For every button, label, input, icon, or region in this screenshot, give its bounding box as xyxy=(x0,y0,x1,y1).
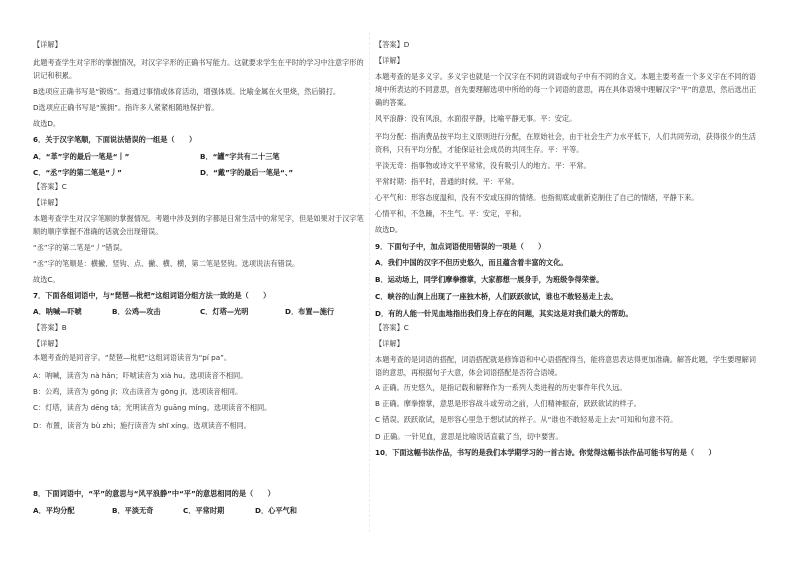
q9-detail-option-c: C 错误。跃跃欲试，是形容心里急于想试试的样子。从“谁也不敢轻易走上去”可知和句意不符。 xyxy=(375,415,678,424)
q8-detail-term: 心平气和：形容态度温和，没有不安或压抑的情绪。也指彻底或重新克制住了自己的情绪，平静下来。 xyxy=(375,193,699,202)
q7-option-c: C．灯塔—光明 xyxy=(200,307,249,316)
q7-option-b: B．公鸡—攻击 xyxy=(112,307,161,316)
q5-detail-option-d: D选项应正确书写是“簇拥”。指许多人紧紧相随地保护着。 xyxy=(33,103,219,112)
q9-option-b: B．运动场上，同学们摩拳擦掌，大家都想一展身手，为班级争得荣誉。 xyxy=(375,275,604,284)
q5-detail-text: 此题考查学生对字形的掌握情况，对汉字字形的正确书写能力。这就要求学生在平时的学习中注意字形的识记和积累。 xyxy=(33,58,364,80)
q9-option-c: C．峡谷的山涧上出现了一座独木桥，人们跃跃欲试，谁也不敢轻易走上去。 xyxy=(375,292,618,301)
q7-detail-option-b: B：公鸡，读音为 gōng jī；攻击读音为 gōng jī。选项读音相同。 xyxy=(33,387,243,396)
q8-conclusion: 故选D。 xyxy=(375,225,403,234)
q6-detail-line: “丞”字的笔顺是：横撇、竖钩、点、撇、横、横，第二笔是竖钩。选项说法有错误。 xyxy=(33,259,300,268)
q8-option-c: C．平常时期 xyxy=(183,506,225,515)
right-column xyxy=(375,35,761,459)
q7-stem: 7．下面各组词语中，与“琵琶—枇杷”这组词语分组方法一致的是（ ） xyxy=(33,291,271,300)
q8-options-row xyxy=(33,500,365,517)
q8-option-b: B．平淡无奇 xyxy=(112,506,154,515)
q6-detail-label: 【详解】 xyxy=(33,198,62,207)
q6-detail-line: “丞”字的第二笔是“丿”错误。 xyxy=(33,243,127,252)
q8-detail-label: 【详解】 xyxy=(375,56,404,65)
q7-detail-label: 【详解】 xyxy=(33,339,62,348)
q6-option-d: D．“戴”字的最后一笔是“、” xyxy=(200,168,294,177)
q6-option-b: B．“罐”字共有二十三笔 xyxy=(200,152,280,161)
q8-option-a: A．平均分配 xyxy=(33,506,75,515)
q6-stem: 6．关于汉字笔顺，下面说法错误的一组是（ ） xyxy=(33,135,197,144)
q8-stem: 8．下面词语中，“平”的意思与“风平浪静”中“平”的意思相同的是（ ） xyxy=(33,489,275,498)
q7-detail-option-c: C：灯塔，读音为 dēng tǎ；光明读音为 guāng míng。选项读音不相同。 xyxy=(33,403,272,412)
q9-detail-option-b: B 正确。摩拳擦掌，意思是形容战斗或劳动之前，人们精神振奋，跃跃欲试的样子。 xyxy=(375,399,641,408)
q9-detail-option-d: D 正确。一针见血，意思是比喻说话直截了当，切中要害。 xyxy=(375,432,563,441)
q10-stem: 10．下面这幅书法作品，书写的是我们本学期学习的一首古诗。你觉得这幅书法作品可能书写的是（ ） xyxy=(375,448,716,457)
q6-answer: 【答案】C xyxy=(33,182,67,191)
q8-detail-term: 心情平和，不急躁，不生气。平：安定，平和。 xyxy=(375,209,526,218)
q7-detail-option-a: A：呐喊，读音为 nà hǎn；吓唬读音为 xià hu。选项读音不相同。 xyxy=(33,371,248,380)
q5-detail-label: 【详解】 xyxy=(33,40,62,49)
q9-detail-label: 【详解】 xyxy=(375,339,404,348)
left-column xyxy=(33,35,365,517)
q9-option-a: A．我们中国的汉字不但历史悠久，而且蕴含着丰富的文化。 xyxy=(375,258,568,267)
q9-answer: 【答案】C xyxy=(375,323,409,332)
q9-stem: 9．下面句子中，加点词语使用错误的一项是（ ） xyxy=(375,242,546,251)
q8-option-d: D．心平气和 xyxy=(255,506,297,515)
q8-detail-text: 本题考查的是多义字。多义字也就是一个汉字在不同的词语或句子中有不同的含义。本题主要考查一个多义字在不同的语境中所表达的不同意思，首先要理解选项中所给的每一个词语的意思，再在具体语境中理解汉字“平”的意思，然后选出正确的答案。 xyxy=(375,72,757,107)
q6-options-row-1 xyxy=(33,146,365,163)
q8-detail-term: 平淡无奇：指事物或诗文平平常常，没有吸引人的地方。平：平常。 xyxy=(375,161,591,170)
q5-detail-option-b: B选项应正确书写是“锻炼”。指通过事情或体育活动，增强体质。比喻金属在火里烧，然后锻打。 xyxy=(33,87,341,96)
q8-detail-term: 平常时期：指平时，普通的时候。平：平常。 xyxy=(375,177,519,186)
q6-option-a: A．“革”字的最后一笔是“丨” xyxy=(33,152,130,161)
q8-detail-term: 风平浪静：没有风浪，水面很平静，比喻平静无事。平：安定。 xyxy=(375,114,577,123)
q9-detail-text: 本题考查的是词语的搭配，词语搭配就是修饰语和中心语搭配得当，能将意思表达得更加准确。解答此题，学生要理解词语的意思，再根据句子大意，体会词语搭配是否符合语境。 xyxy=(375,355,756,377)
q6-conclusion: 故选C。 xyxy=(33,275,60,284)
q7-answer: 【答案】B xyxy=(33,323,67,332)
q7-options-row xyxy=(33,302,365,318)
q8-answer: 【答案】D xyxy=(375,40,410,49)
q8-detail-term: 平均分配：指消费品按平均主义原则进行分配，在原始社会，由于社会生产力水平低下，人们共同劳动，获得很少的生活资料，只有平均分配，才能保证社会成员的共同生存。平：平等。 xyxy=(375,132,756,154)
column-divider xyxy=(369,32,370,532)
q7-option-d: D．布置—施行 xyxy=(285,307,335,316)
q7-detail-text: 本题考查的是同音字。“琵琶—枇杷”这组词语读音为“pí pa”。 xyxy=(33,353,232,362)
q9-detail-option-a: A 正确。历史悠久，是指记载和解释作为一系列人类进程的历史事件年代久远。 xyxy=(375,383,627,392)
q7-detail-option-d: D：布置，读音为 bù zhì；施行读音为 shī xíng。选项读音不相同。 xyxy=(33,421,251,430)
q6-options-row-2 xyxy=(33,163,365,179)
q5-conclusion: 故选D。 xyxy=(33,119,61,128)
q9-option-d: D．有的人能一针见血地指出我们身上存在的问题，其实这是对我们最大的帮助。 xyxy=(375,309,633,318)
q6-option-c: C．“丞”字的第二笔是“丿” xyxy=(33,168,122,177)
q7-option-a: A．呐喊—吓唬 xyxy=(33,307,82,316)
q6-detail-text: 本题考查学生对汉字笔顺的掌握情况。考题中涉及到的字都是日常生活中的常见字，但是如果对于汉字笔顺的顺序掌握不准确的话就会出现错误。 xyxy=(33,214,364,236)
